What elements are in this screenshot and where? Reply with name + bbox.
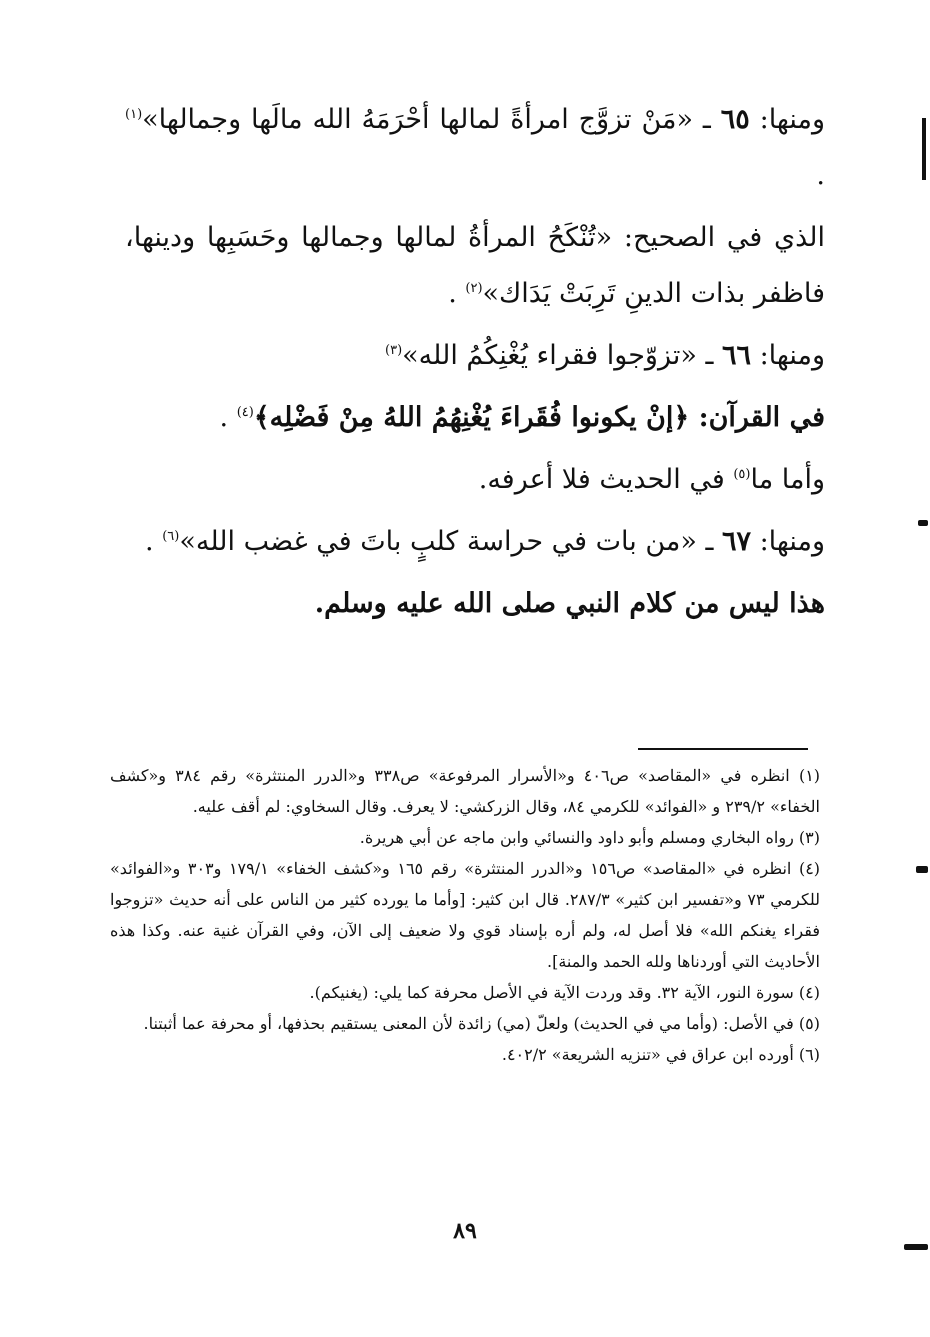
footnote-ref: (٥) [733, 467, 751, 482]
footnote-6 [110, 1039, 820, 1070]
footnote-text: أورده ابن عراق في «تنزيه الشريعة» ٤٠٢/٢. [501, 1045, 794, 1064]
footnote-text: سورة النور، الآية ٣٢. وقد وردت الآية في الأصل محرفة كما يلي: (يغنيكم). [309, 983, 794, 1002]
closing-statement: هذا ليس من كلام النبي صلى الله عليه وسلم. [314, 588, 825, 619]
footnote-text: انظره في «المقاصد» ص٤٠٦ و«الأسرار المرفوعة» ص٣٣٨ و«الدرر المنتثرة» رقم ٣٨٤ و«كشف الخفاء» ٢٣٩/٢ و «الفوائد» للكرمي ٨٤، وقال الزركشي: لا يعرف. وقال السخاوي: لم أقف عليه. [110, 766, 820, 816]
margin-mark [918, 520, 928, 526]
quran-verse: في القرآن: ﴿إنْ يكونوا فُقَراءَ يُغْنِهُمُ اللهُ مِنْ فَضْلِه﴾ [253, 402, 825, 433]
main-text [125, 92, 825, 638]
footnote-mark: (٤) [798, 859, 821, 878]
footnote-mark: (٣) [798, 828, 820, 847]
entry-text: الذي في الصحيح: «تُنْكَحُ المرأةُ لمالها وجمالها وحَسَبِها ودينها، فاظفر بذات الدينِ تَرِبَتْ يَدَاك» [125, 222, 825, 309]
footnote-mark: (٥) [798, 1014, 820, 1033]
margin-mark [904, 1244, 928, 1250]
footnote-mark: (٦) [798, 1045, 820, 1064]
page-number: ٨٩ [453, 1218, 477, 1244]
paragraph-hadith-67 [125, 514, 825, 570]
entry-number: ٦٦ [721, 340, 751, 371]
paragraph-sahih [125, 210, 825, 322]
entry-tail: . [448, 278, 466, 309]
footnote-4b [110, 977, 820, 1008]
entry-text: ـ «من بات في حراسة كلبٍ باتَ في غضب الله» [179, 526, 722, 557]
footnote-text: رواه البخاري ومسلم وأبو داود والنسائي وابن ماجه عن أبي هريرة. [359, 828, 794, 847]
footnote-text: في الأصل: (وأما مي في الحديث) ولعلّ (مي) زائدة لأن المعنى يستقيم بحذفها، أو محرفة عما أثبتنا. [143, 1014, 794, 1033]
footnote-mark: (٤) [798, 983, 820, 1002]
entry-tail: . [219, 402, 237, 433]
footnote-mark: (١) [798, 766, 821, 785]
entry-prefix: ومنها: [749, 104, 826, 135]
entry-text: ـ «تزوّجوا فقراء يُغْنِكُمُ الله» [402, 340, 722, 371]
footnote-3 [110, 822, 820, 853]
entry-number: ٦٥ [720, 104, 750, 135]
footnote-4a [110, 853, 820, 977]
entry-tail: . [145, 526, 163, 557]
footnote-5 [110, 1008, 820, 1039]
footnote-ref: (١) [125, 107, 143, 122]
entry-number: ٦٧ [721, 526, 751, 557]
entry-prefix: ومنها: [751, 526, 825, 557]
entry-prefix: ومنها: [751, 340, 825, 371]
entry-tail: في الحديث فلا أعرفه. [478, 464, 734, 495]
entry-text: ـ «مَنْ تزوَّج امرأةً لمالها أحْرَمَهُ الله مالَها وجمالها» [142, 104, 721, 135]
footnotes [110, 760, 820, 1070]
footnote-separator [638, 748, 808, 750]
footnote-ref: (٢) [465, 281, 483, 296]
paragraph-hadith-66 [125, 328, 825, 384]
entry-tail: . [816, 160, 825, 191]
paragraph-hadith-65 [125, 92, 825, 204]
entry-text: وأما ما [750, 464, 825, 495]
paragraph-quran [125, 390, 825, 446]
margin-bar [922, 118, 926, 180]
footnote-text: انظره في «المقاصد» ص١٥٦ و«الدرر المنتثرة» رقم ١٦٥ و«كشف الخفاء» ١٧٩/١ و٣٠٣ و«الفوائد» للكرمي ٧٣ و«تفسير ابن كثير» ٢٨٧/٣. قال ابن كثير: [وأما ما يورده كثير من الناس على أنه حديث «تزوجوا فقراء يغنكم الله» فلا أصل له، ولم أره بإسناد قوي ولا ضعيف إلى الآن، وفي القرآن غنية عنه. وكذا هذه الأحاديث التي أوردناها ولله الحمد والمنة]. [110, 859, 821, 971]
footnote-ref: (٦) [162, 529, 180, 544]
footnote-1 [110, 760, 820, 822]
footnote-ref: (٣) [385, 343, 403, 358]
paragraph-comment [125, 452, 825, 508]
margin-mark [916, 866, 928, 873]
footnote-ref: (٤) [236, 405, 254, 420]
